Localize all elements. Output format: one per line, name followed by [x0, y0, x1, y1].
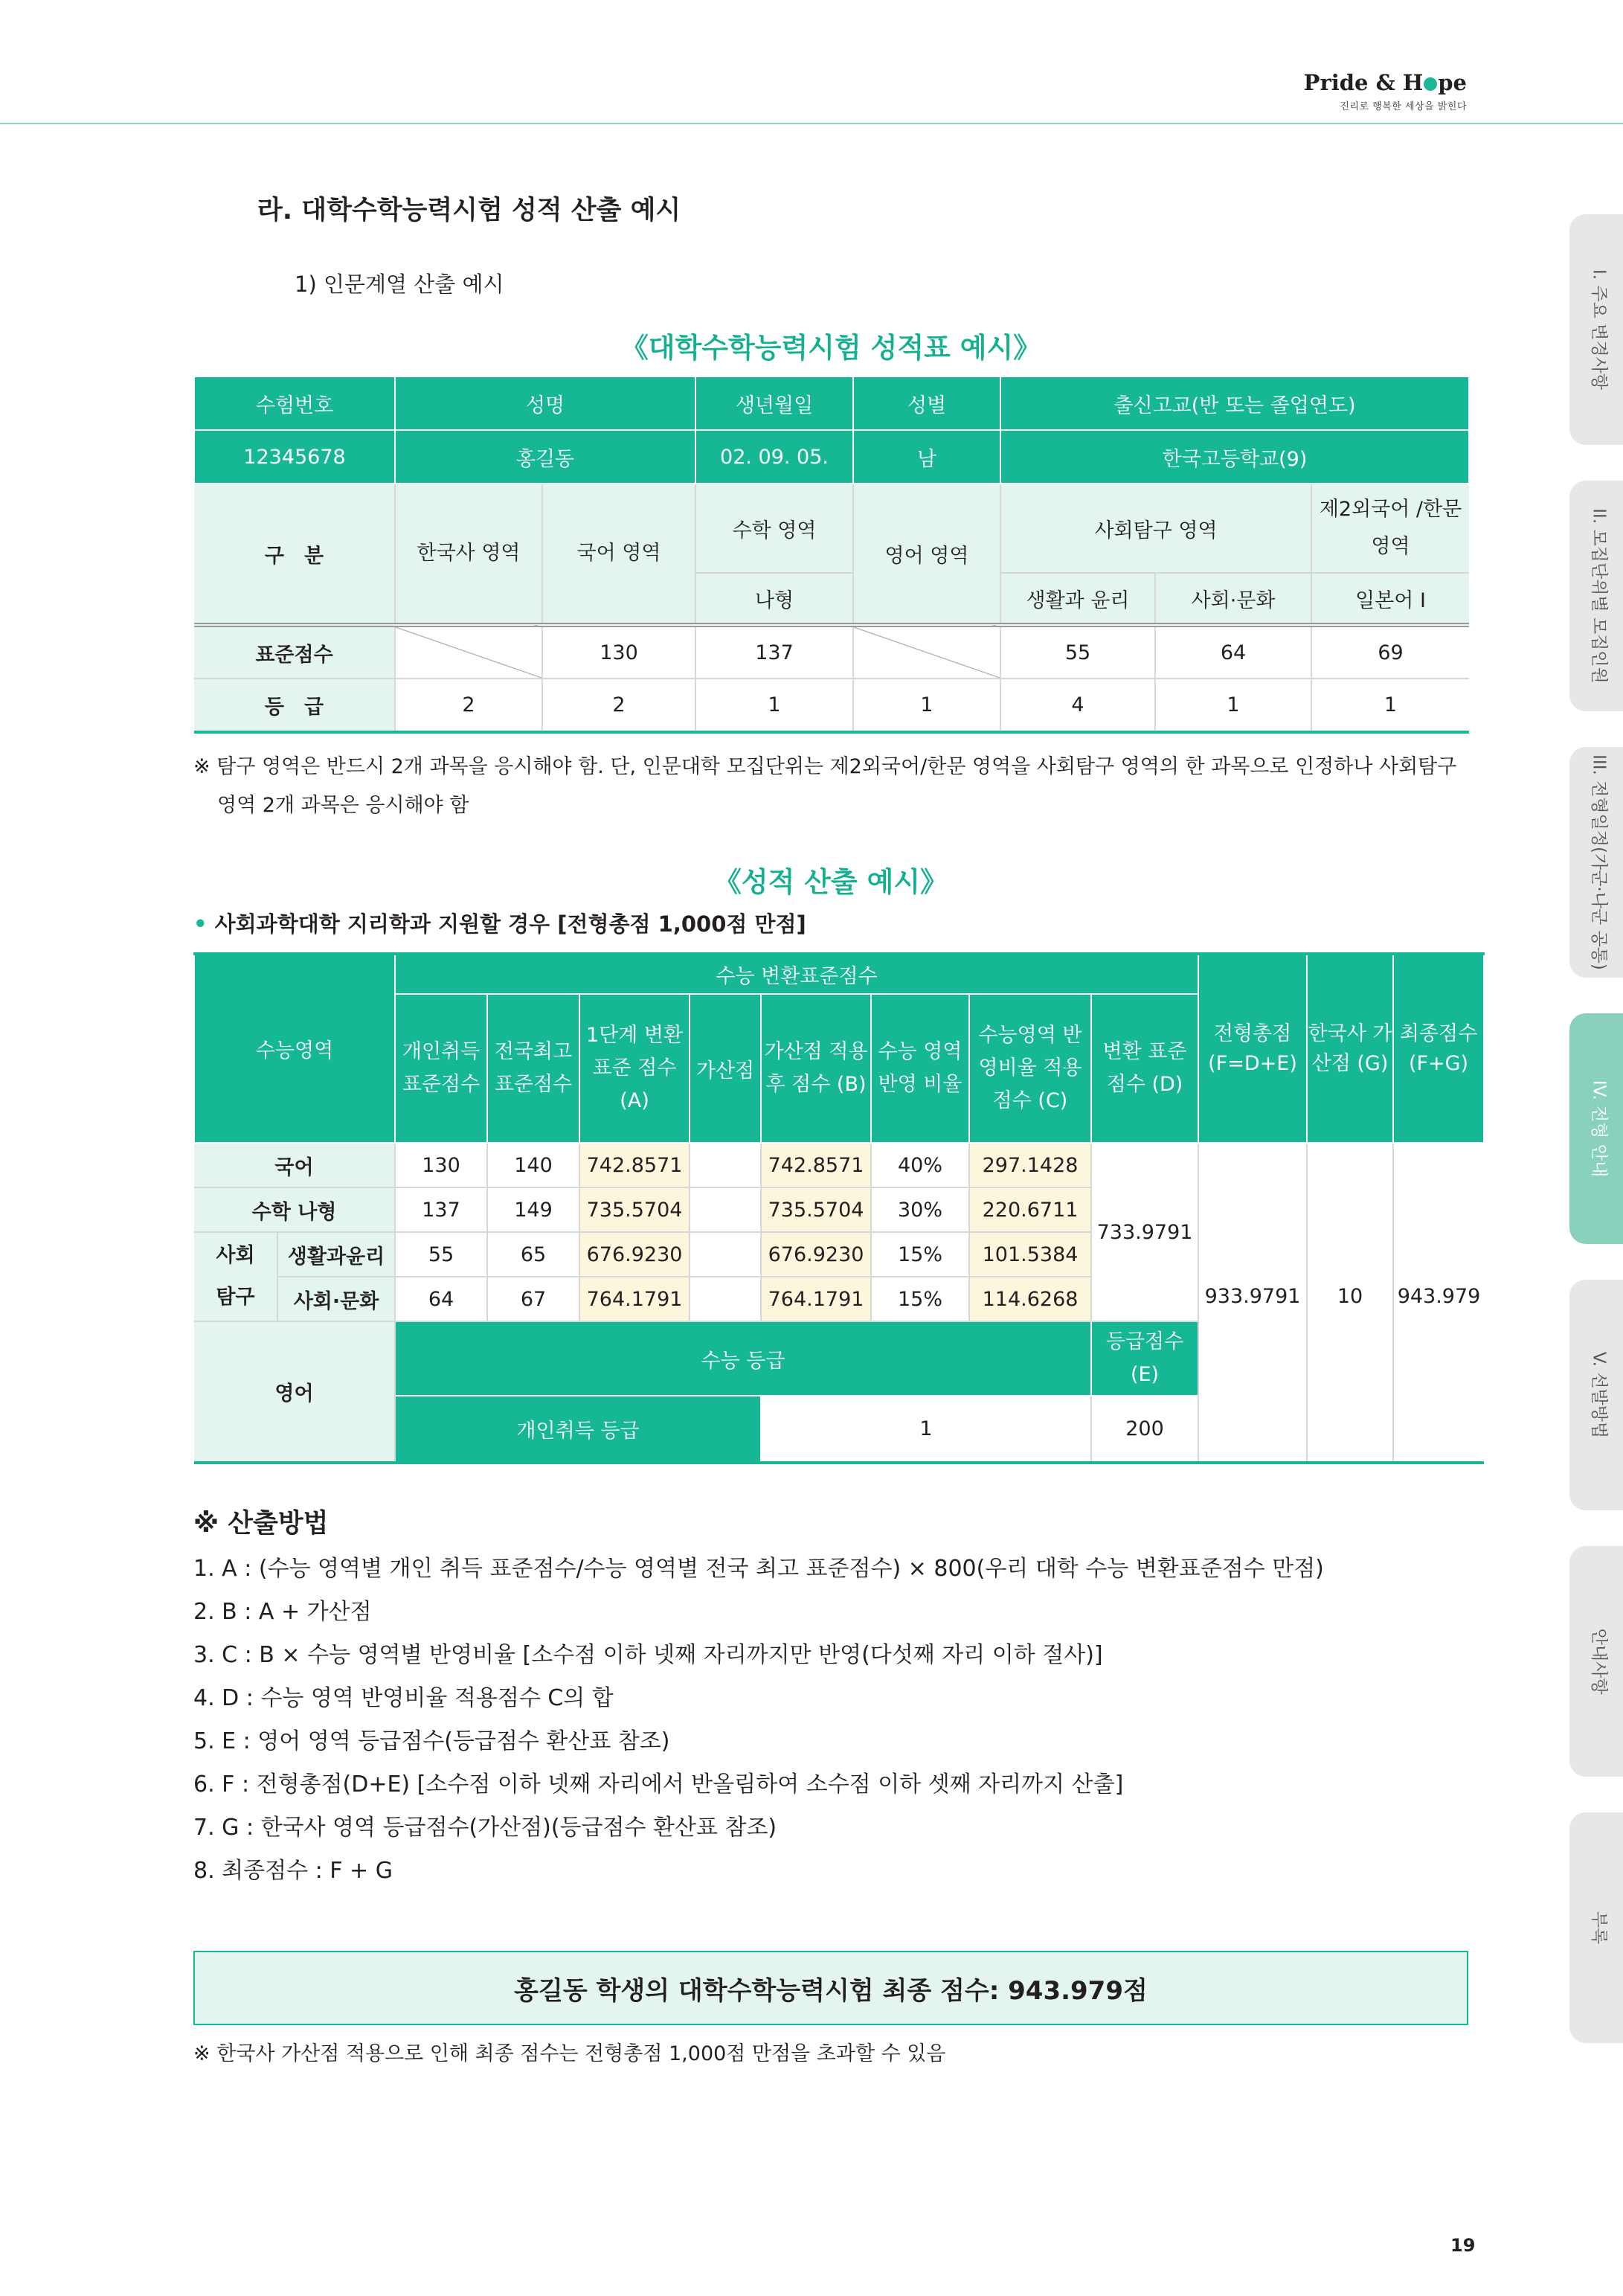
table2-title: 《성적 산출 예시》: [713, 866, 948, 898]
col-converted-d: 변환 표준 점수 (D): [1091, 994, 1198, 1143]
row-english-label: 영어: [194, 1321, 395, 1463]
english-suneung-grade: 수능 등급: [395, 1321, 1091, 1396]
std-score-label: 표준점수: [194, 625, 395, 679]
cell-bonus: [690, 1232, 761, 1277]
english-grade-value: 1: [761, 1396, 1091, 1463]
cell-ratio: 15%: [871, 1232, 969, 1277]
cell-b: 676.9230: [761, 1232, 871, 1277]
foreign-area: 제2외국어 /한문 영역: [1311, 484, 1469, 573]
cell-a: 742.8571: [579, 1143, 690, 1187]
cell-std: 130: [395, 1143, 487, 1187]
social-group-label: 사회 탐구: [194, 1232, 277, 1321]
col-personal-std: 개인취득 표준점수: [395, 994, 487, 1143]
header-brand: [1304, 70, 1467, 112]
side-tab-5[interactable]: V. 선발방법: [1569, 1280, 1623, 1510]
grade-foreign: 1: [1311, 679, 1469, 732]
method-item: 2. B : A + 가산점: [193, 1599, 372, 1625]
cell-max: 140: [487, 1143, 579, 1187]
side-tab-6[interactable]: 안내사항: [1569, 1546, 1623, 1777]
english-grade-score-label: 등급점수 (E): [1091, 1321, 1198, 1396]
empty-diagonal-cell: [395, 625, 542, 679]
std-social-1: 55: [1000, 625, 1155, 679]
cell-bonus: [690, 1143, 761, 1187]
cell-ratio: 30%: [871, 1187, 969, 1232]
value-gender: 남: [853, 430, 1000, 484]
std-korean: 130: [542, 625, 695, 679]
cell-std: 55: [395, 1232, 487, 1277]
foreign-subject-1: 일본어 I: [1311, 573, 1469, 625]
value-exam-number: 12345678: [194, 430, 395, 484]
method-item: 1. A : (수능 영역별 개인 취득 표준점수/수능 영역별 전국 최고 표준점수) × 800(우리 대학 수능 변환표준점수 만점): [193, 1556, 1324, 1582]
header-history-bonus: 한국사 가산점 (G): [1307, 954, 1393, 1143]
grade-social-1: 4: [1000, 679, 1155, 732]
header-final-score: 최종점수 (F+G): [1393, 954, 1484, 1143]
score-report-table: [193, 376, 1470, 734]
side-tab-1[interactable]: I. 주요 변경사항: [1569, 214, 1623, 445]
final-score-box: 홍길동 학생의 대학수학능력시험 최종 점수: 943.979점: [193, 1951, 1468, 2025]
header-school: 출신고교(반 또는 졸업연도): [1000, 376, 1469, 430]
header-name: 성명: [395, 376, 695, 430]
page-number: 19: [1450, 2235, 1476, 2256]
score-calculation-table: [193, 952, 1485, 1464]
col-national-max: 전국최고 표준점수: [487, 994, 579, 1143]
cell-d-total: 733.9791: [1091, 1143, 1198, 1321]
korean-area: 국어 영역: [542, 484, 695, 625]
header-total: 전형총점 (F=D+E): [1198, 954, 1307, 1143]
method-item: 3. C : B × 수능 영역별 반영비율 [소수점 이하 넷째 자리까지만 반영(다섯째 자리 이하 절사)]: [193, 1642, 1103, 1668]
sub-title: 1) 인문계열 산출 예시: [295, 272, 504, 297]
cell-b: 742.8571: [761, 1143, 871, 1187]
grade-korean: 2: [542, 679, 695, 732]
header-divider: [0, 123, 1623, 124]
cell-max: 149: [487, 1187, 579, 1232]
method-item: 6. F : 전형총점(D+E) [소수점 이하 넷째 자리에서 반올림하여 소수점 이하 셋째 자리까지 산출]: [193, 1771, 1124, 1798]
std-math: 137: [695, 625, 853, 679]
col-after-bonus-b: 가산점 적용 후 점수 (B): [761, 994, 871, 1143]
grade-label: 등 급: [194, 679, 395, 732]
header-suneung-area: 수능영역: [194, 954, 395, 1143]
col-ratio: 수능 영역 반영 비율: [871, 994, 969, 1143]
grade-social-2: 1: [1155, 679, 1311, 732]
header-exam-number: 수험번호: [194, 376, 395, 430]
col-bonus: 가산점: [690, 994, 761, 1143]
cell-std: 137: [395, 1187, 487, 1232]
grade-english: 1: [853, 679, 1000, 732]
english-area: 영어 영역: [853, 484, 1000, 625]
english-personal-grade-label: 개인취득 등급: [395, 1396, 761, 1463]
cell-c: 220.6711: [969, 1187, 1091, 1232]
section-title: 라. 대학수학능력시험 성적 산출 예시: [257, 196, 681, 225]
method-item: 4. D : 수능 영역 반영비율 적용점수 C의 합: [193, 1685, 614, 1711]
brand-slogan: 진리로 행복한 세상을 밝힌다: [1340, 101, 1467, 112]
math-area: 수학 영역: [695, 484, 853, 573]
value-name: 홍길동: [395, 430, 695, 484]
side-tab-7[interactable]: 부록: [1569, 1812, 1623, 2043]
social-area: 사회탐구 영역: [1000, 484, 1311, 573]
cell-b: 764.1791: [761, 1277, 871, 1321]
bullet-icon: •: [193, 911, 208, 937]
cell-c: 297.1428: [969, 1143, 1091, 1187]
cell-c: 114.6268: [969, 1277, 1091, 1321]
value-school: 한국고등학교(9): [1000, 430, 1469, 484]
std-social-2: 64: [1155, 625, 1311, 679]
cell-a: 735.5704: [579, 1187, 690, 1232]
header-gender: 성별: [853, 376, 1000, 430]
cell-b: 735.5704: [761, 1187, 871, 1232]
english-e-value: 200: [1091, 1396, 1198, 1463]
cell-max: 65: [487, 1232, 579, 1277]
method-title: ※ 산출방법: [193, 1509, 329, 1539]
applicant-case: • 사회과학대학 지리학과 지원할 경우 [전형총점 1,000점 만점]: [193, 911, 806, 937]
row-korean-label: 국어: [194, 1143, 395, 1187]
side-tab-4-active[interactable]: IV. 전형 안내: [1569, 1013, 1623, 1244]
cell-std: 64: [395, 1277, 487, 1321]
brand-logo: Pride & H pe: [1303, 70, 1467, 95]
cell-ratio: 40%: [871, 1143, 969, 1187]
table1-title: 《대학수학능력시험 성적표 예시》: [620, 332, 1041, 364]
value-birth: 02. 09. 05.: [695, 430, 853, 484]
row-math-label: 수학 나형: [194, 1187, 395, 1232]
row-social-2-label: 사회·문화: [277, 1277, 395, 1321]
row-social-1-label: 생활과윤리: [277, 1232, 395, 1277]
cell-max: 67: [487, 1277, 579, 1321]
cell-final-score: 943.979: [1393, 1143, 1484, 1463]
method-list: [193, 1548, 1324, 1893]
table1-note: ※ 탐구 영역은 반드시 2개 과목을 응시해야 함. 단, 인문대학 모집단위는 제2외국어/한문 영역을 사회탐구 영역의 한 과목으로 인정하나 사회탐구 영역 2개 과목은 응시해야 함: [193, 755, 1457, 817]
cell-ratio: 15%: [871, 1277, 969, 1321]
cell-a: 764.1791: [579, 1277, 690, 1321]
method-item: 5. E : 영어 영역 등급점수(등급점수 환산표 참조): [193, 1728, 670, 1754]
cell-a: 676.9230: [579, 1232, 690, 1277]
social-subject-1: 생활과 윤리: [1000, 573, 1155, 625]
brand-dot-icon: [1424, 77, 1437, 91]
social-subject-2: 사회·문화: [1155, 573, 1311, 625]
std-foreign: 69: [1311, 625, 1469, 679]
cell-bonus: [690, 1187, 761, 1232]
grade-korean-history: 2: [395, 679, 542, 732]
final-note: ※ 한국사 가산점 적용으로 인해 최종 점수는 전형총점 1,000점 만점을 초과할 수 있음: [193, 2042, 946, 2065]
category-label: 구 분: [194, 484, 395, 625]
method-item: 8. 최종점수 : F + G: [193, 1858, 393, 1884]
header-birth: 생년월일: [695, 376, 853, 430]
side-tab-3[interactable]: III. 전형일정(가군·나군 공통): [1569, 747, 1623, 978]
empty-diagonal-cell: [853, 625, 1000, 679]
cell-bonus: [690, 1277, 761, 1321]
korean-history-area: 한국사 영역: [395, 484, 542, 625]
cell-c: 101.5384: [969, 1232, 1091, 1277]
cell-total-f: 933.9791: [1198, 1143, 1307, 1463]
cell-history-g: 10: [1307, 1143, 1393, 1463]
method-item: 7. G : 한국사 영역 등급점수(가산점)(등급점수 환산표 참조): [193, 1815, 777, 1841]
side-tab-2[interactable]: II. 모집단위별 모집인원: [1569, 481, 1623, 711]
col-stage1-a: 1단계 변환표준 점수 (A): [579, 994, 690, 1143]
math-type: 나형: [695, 573, 853, 625]
header-converted-score: 수능 변환표준점수: [395, 954, 1198, 994]
col-ratio-applied-c: 수능영역 반영비율 적용점수 (C): [969, 994, 1091, 1143]
grade-math: 1: [695, 679, 853, 732]
